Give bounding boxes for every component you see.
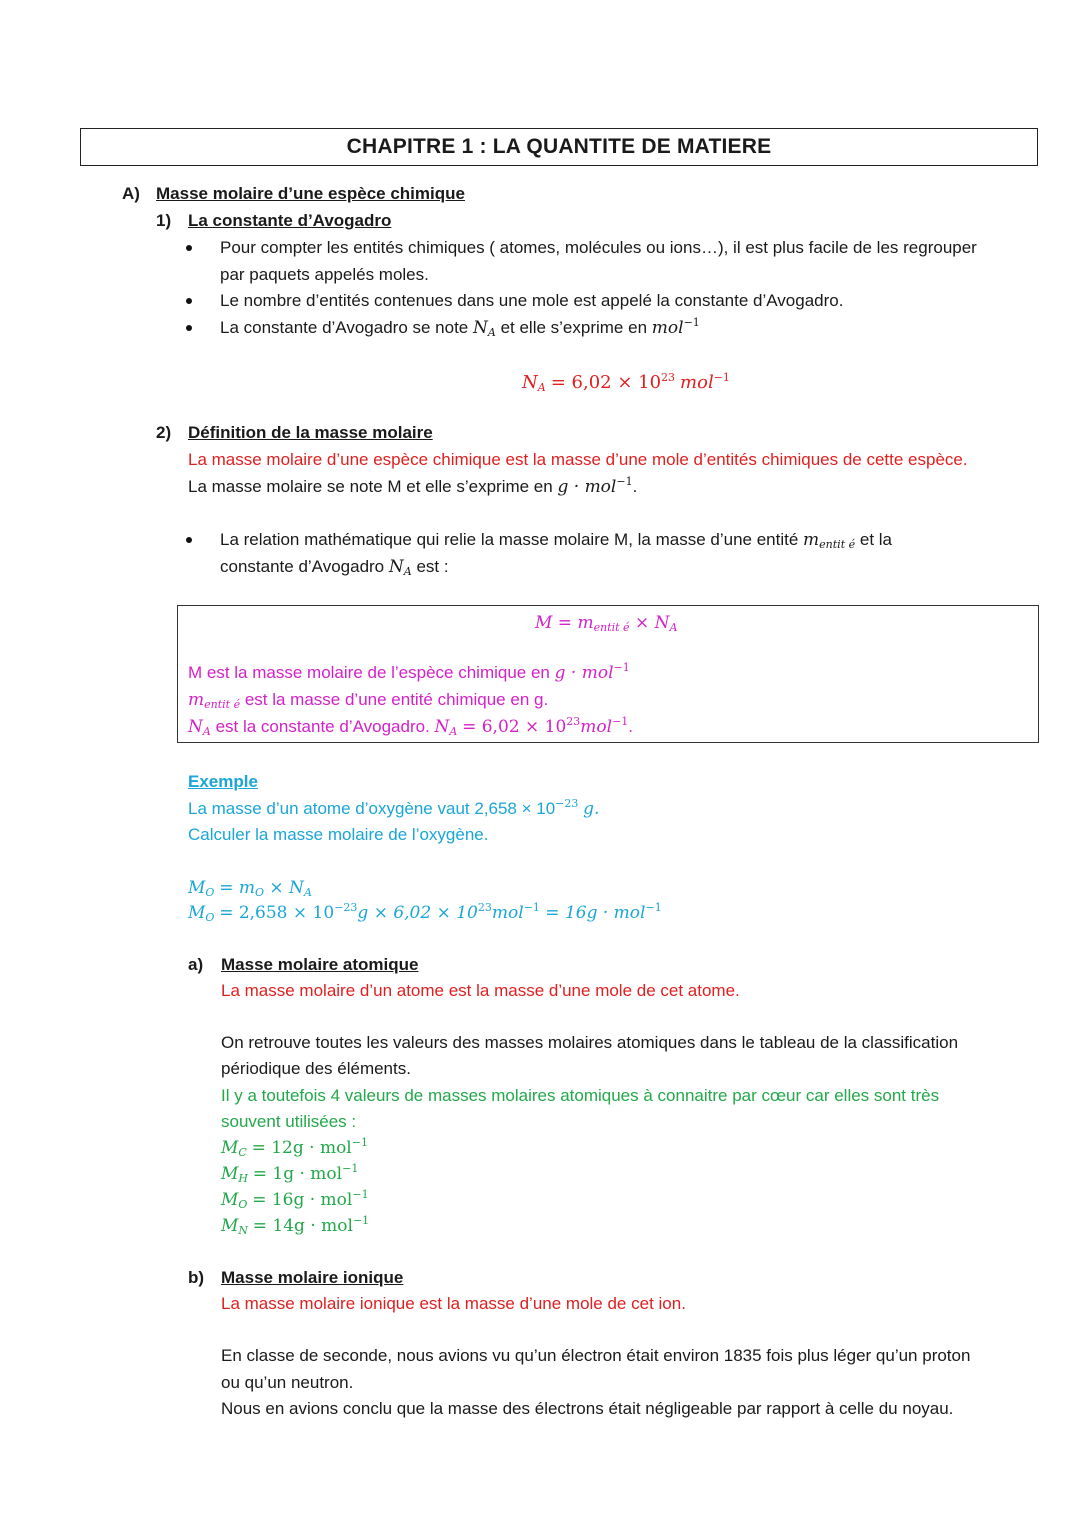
- element-sub: C: [238, 1146, 247, 1159]
- calc-exp: 23: [477, 901, 492, 914]
- atomic-paragraph: On retrouve toutes les valeurs des masses molaires atomiques dans le tableau de la classification: [221, 1033, 959, 1052]
- na-symbol: N: [473, 318, 488, 338]
- atomic-value-o: [221, 1190, 369, 1210]
- relation-text: constante d’Avogadro: [220, 557, 385, 576]
- m-entite-symbol: m: [803, 530, 820, 550]
- section-2-marker: 2): [156, 423, 172, 442]
- m-symbol: M: [221, 1138, 239, 1158]
- avogadro-formula: [522, 372, 730, 393]
- bullet-text: Pour compter les entités chimiques ( atomes, molécules ou ions…), il est plus facile de les regrouper: [220, 238, 977, 257]
- calc-unit: mol: [491, 903, 524, 923]
- example-text: La masse d’un atome d’oxygène vaut 2,658 × 10: [188, 799, 556, 818]
- unit-exp: −1: [352, 1214, 370, 1227]
- box-line-3: $N_A$ est la constante d’Avogadro. $N_A = 6,02 \times 10^{23}mol^{-1}$.: [188, 715, 634, 738]
- note-text: La masse molaire se note M et elle s’exprime en: [188, 477, 553, 496]
- ionic-paragraph: Nous en avions conclu que la masse des électrons était négligeable par rapport à celle du noyau.: [221, 1399, 954, 1418]
- calc-mo: = m: [219, 878, 255, 898]
- m-entite-sub: entit é: [593, 621, 630, 634]
- atomic-value-c: [221, 1138, 368, 1158]
- mo-sub: O: [254, 886, 264, 899]
- mo-sub: O: [205, 886, 215, 899]
- bullet-dot: [186, 298, 192, 304]
- box-formula: [535, 613, 677, 633]
- box-formula-lhs: M =: [535, 613, 578, 633]
- box-unit: mol: [580, 717, 613, 737]
- m-symbol: M: [221, 1190, 239, 1210]
- section-b-heading: Masse molaire ionique: [221, 1268, 404, 1287]
- na-subscript: A: [449, 725, 458, 738]
- atomic-paragraph: périodique des éléments.: [221, 1059, 411, 1078]
- relation-text: La relation mathématique qui relie la masse molaire M, la masse d’une entité: [220, 530, 799, 549]
- element-value: = 1g · mol: [252, 1164, 343, 1184]
- box-line-2: [188, 690, 548, 710]
- example-line-1: [188, 799, 599, 819]
- m-entite-sub: entit é: [204, 698, 241, 711]
- calc-unit-exp: −1: [645, 901, 662, 914]
- bullet-text: La constante d’Avogadro se note: [220, 318, 469, 337]
- bullet-text: et elle s’exprime en: [500, 318, 648, 337]
- m-symbol: M: [221, 1216, 239, 1236]
- calc-result: = 16g · mol: [539, 903, 646, 923]
- unit-exp: −1: [352, 1188, 369, 1201]
- unit-mol: mol: [651, 318, 684, 338]
- unit-exponent: −1: [683, 316, 700, 329]
- example-unit: g.: [583, 799, 600, 819]
- calc-line-2: [188, 903, 662, 923]
- calc-value: = 2,658 × 10: [219, 903, 335, 923]
- formula-unit-exp: −1: [713, 371, 730, 384]
- section-a-marker: A): [122, 184, 140, 203]
- calc-value: g × 6,02 × 10: [357, 903, 478, 923]
- section-2-heading: Définition de la masse molaire: [188, 423, 433, 442]
- unit-exp: −1: [351, 1136, 368, 1149]
- ionic-definition: La masse molaire ionique est la masse d’une mole de cet ion.: [221, 1294, 686, 1313]
- element-sub: O: [238, 1198, 248, 1211]
- na-symbol: N: [654, 613, 670, 633]
- box-unit-exp: −1: [612, 715, 629, 728]
- bullet-dot: [186, 245, 192, 251]
- relation-line-1: [220, 530, 892, 550]
- mo-sub: O: [205, 911, 215, 924]
- molar-mass-definition: La masse molaire d’une espèce chimique est la masse d’une mole d’entités chimiques de cette espèce.: [188, 450, 968, 469]
- example-exp: −23: [555, 797, 579, 810]
- example-line-2: Calculer la masse molaire de l’oxygène.: [188, 825, 489, 844]
- atomic-definition: La masse molaire d’un atome est la masse d’une mole de cet atome.: [221, 981, 740, 1000]
- formula-value: = 6,02 × 10: [550, 372, 662, 393]
- box-text: est la constante d’Avogadro.: [215, 717, 430, 736]
- note-unit-exp: −1: [616, 475, 633, 488]
- section-1-marker: 1): [156, 211, 172, 230]
- na-subscript: A: [669, 621, 678, 634]
- chapter-title: CHAPITRE 1 : LA QUANTITE DE MATIERE: [80, 128, 1038, 166]
- box-line-1: [188, 663, 630, 683]
- box-unit: g · mol: [554, 663, 614, 683]
- na-symbol: N: [434, 717, 450, 737]
- na-subscript: A: [403, 565, 412, 578]
- na-symbol: N: [188, 717, 203, 737]
- relation-text: est :: [416, 557, 449, 576]
- mo-symbol: M: [188, 878, 206, 898]
- atomic-value-n: [221, 1216, 369, 1236]
- box-value: = 6,02 × 10: [462, 717, 567, 737]
- calc-na: × N: [264, 878, 304, 898]
- m-entite-symbol: m: [188, 690, 205, 710]
- relation-line-2: [220, 557, 449, 577]
- element-value: = 12g · mol: [251, 1138, 352, 1158]
- ionic-paragraph: En classe de seconde, nous avions vu qu’un électron était environ 1835 fois plus léger qu’un proton: [221, 1346, 971, 1365]
- section-a-sub-heading: Masse molaire atomique: [221, 955, 419, 974]
- na-symbol: N: [388, 557, 404, 577]
- molar-mass-note: La masse molaire se note M et elle s’exprime en g · mol$^{-1}$.: [188, 475, 638, 497]
- element-value: = 16g · mol: [252, 1190, 353, 1210]
- note-unit: g · mol: [557, 477, 617, 497]
- calc-unit-exp: −1: [523, 901, 540, 914]
- m-entite-symbol: m: [577, 613, 594, 633]
- atomic-note: souvent utilisées :: [221, 1112, 357, 1131]
- calc-exp: −23: [334, 901, 358, 914]
- bullet-text-avogadro-notation: [220, 318, 700, 338]
- box-unit-exp: −1: [613, 661, 630, 674]
- atomic-note: Il y a toutefois 4 valeurs de masses molaires atomiques à connaitre par cœur car elles sont très: [221, 1086, 940, 1105]
- formula-unit: mol: [680, 372, 714, 393]
- na-subscript: A: [202, 725, 211, 738]
- bullet-text: Le nombre d’entités contenues dans une mole est appelé la constante d’Avogadro.: [220, 291, 844, 310]
- unit-exp: −1: [342, 1162, 359, 1175]
- box-text: M est la masse molaire de l’espèce chimique en: [188, 663, 550, 682]
- box-text: est la masse d’une entité chimique en g.: [244, 690, 549, 709]
- bullet-dot: [186, 537, 192, 543]
- bullet-dot: [186, 325, 192, 331]
- box-formula-times: ×: [629, 613, 655, 633]
- m-symbol: M: [221, 1164, 239, 1184]
- na-subscript: A: [487, 326, 496, 339]
- formula-lhs: N: [522, 372, 538, 393]
- section-a-sub-marker: a): [188, 955, 204, 974]
- element-value: = 14g · mol: [252, 1216, 353, 1236]
- relation-text: et la: [859, 530, 892, 549]
- formula-lhs-sub: A: [537, 381, 546, 394]
- na-subscript: A: [303, 886, 312, 899]
- formula-exponent: 23: [661, 371, 676, 384]
- element-sub: H: [238, 1172, 249, 1185]
- ionic-paragraph: ou qu’un neutron.: [221, 1373, 354, 1392]
- section-a-heading: Masse molaire d’une espèce chimique: [156, 184, 465, 203]
- section-1-heading: La constante d’Avogadro: [188, 211, 392, 230]
- box-exp: 23: [566, 715, 581, 728]
- calc-line-1: [188, 878, 312, 898]
- section-b-marker: b): [188, 1268, 205, 1287]
- m-entite-sub: entit é: [819, 538, 856, 551]
- mo-symbol: M: [188, 903, 206, 923]
- bullet-text-cont: par paquets appelés moles.: [220, 265, 429, 284]
- atomic-value-h: [221, 1164, 358, 1184]
- example-heading: Exemple: [188, 772, 258, 791]
- element-sub: N: [238, 1224, 249, 1237]
